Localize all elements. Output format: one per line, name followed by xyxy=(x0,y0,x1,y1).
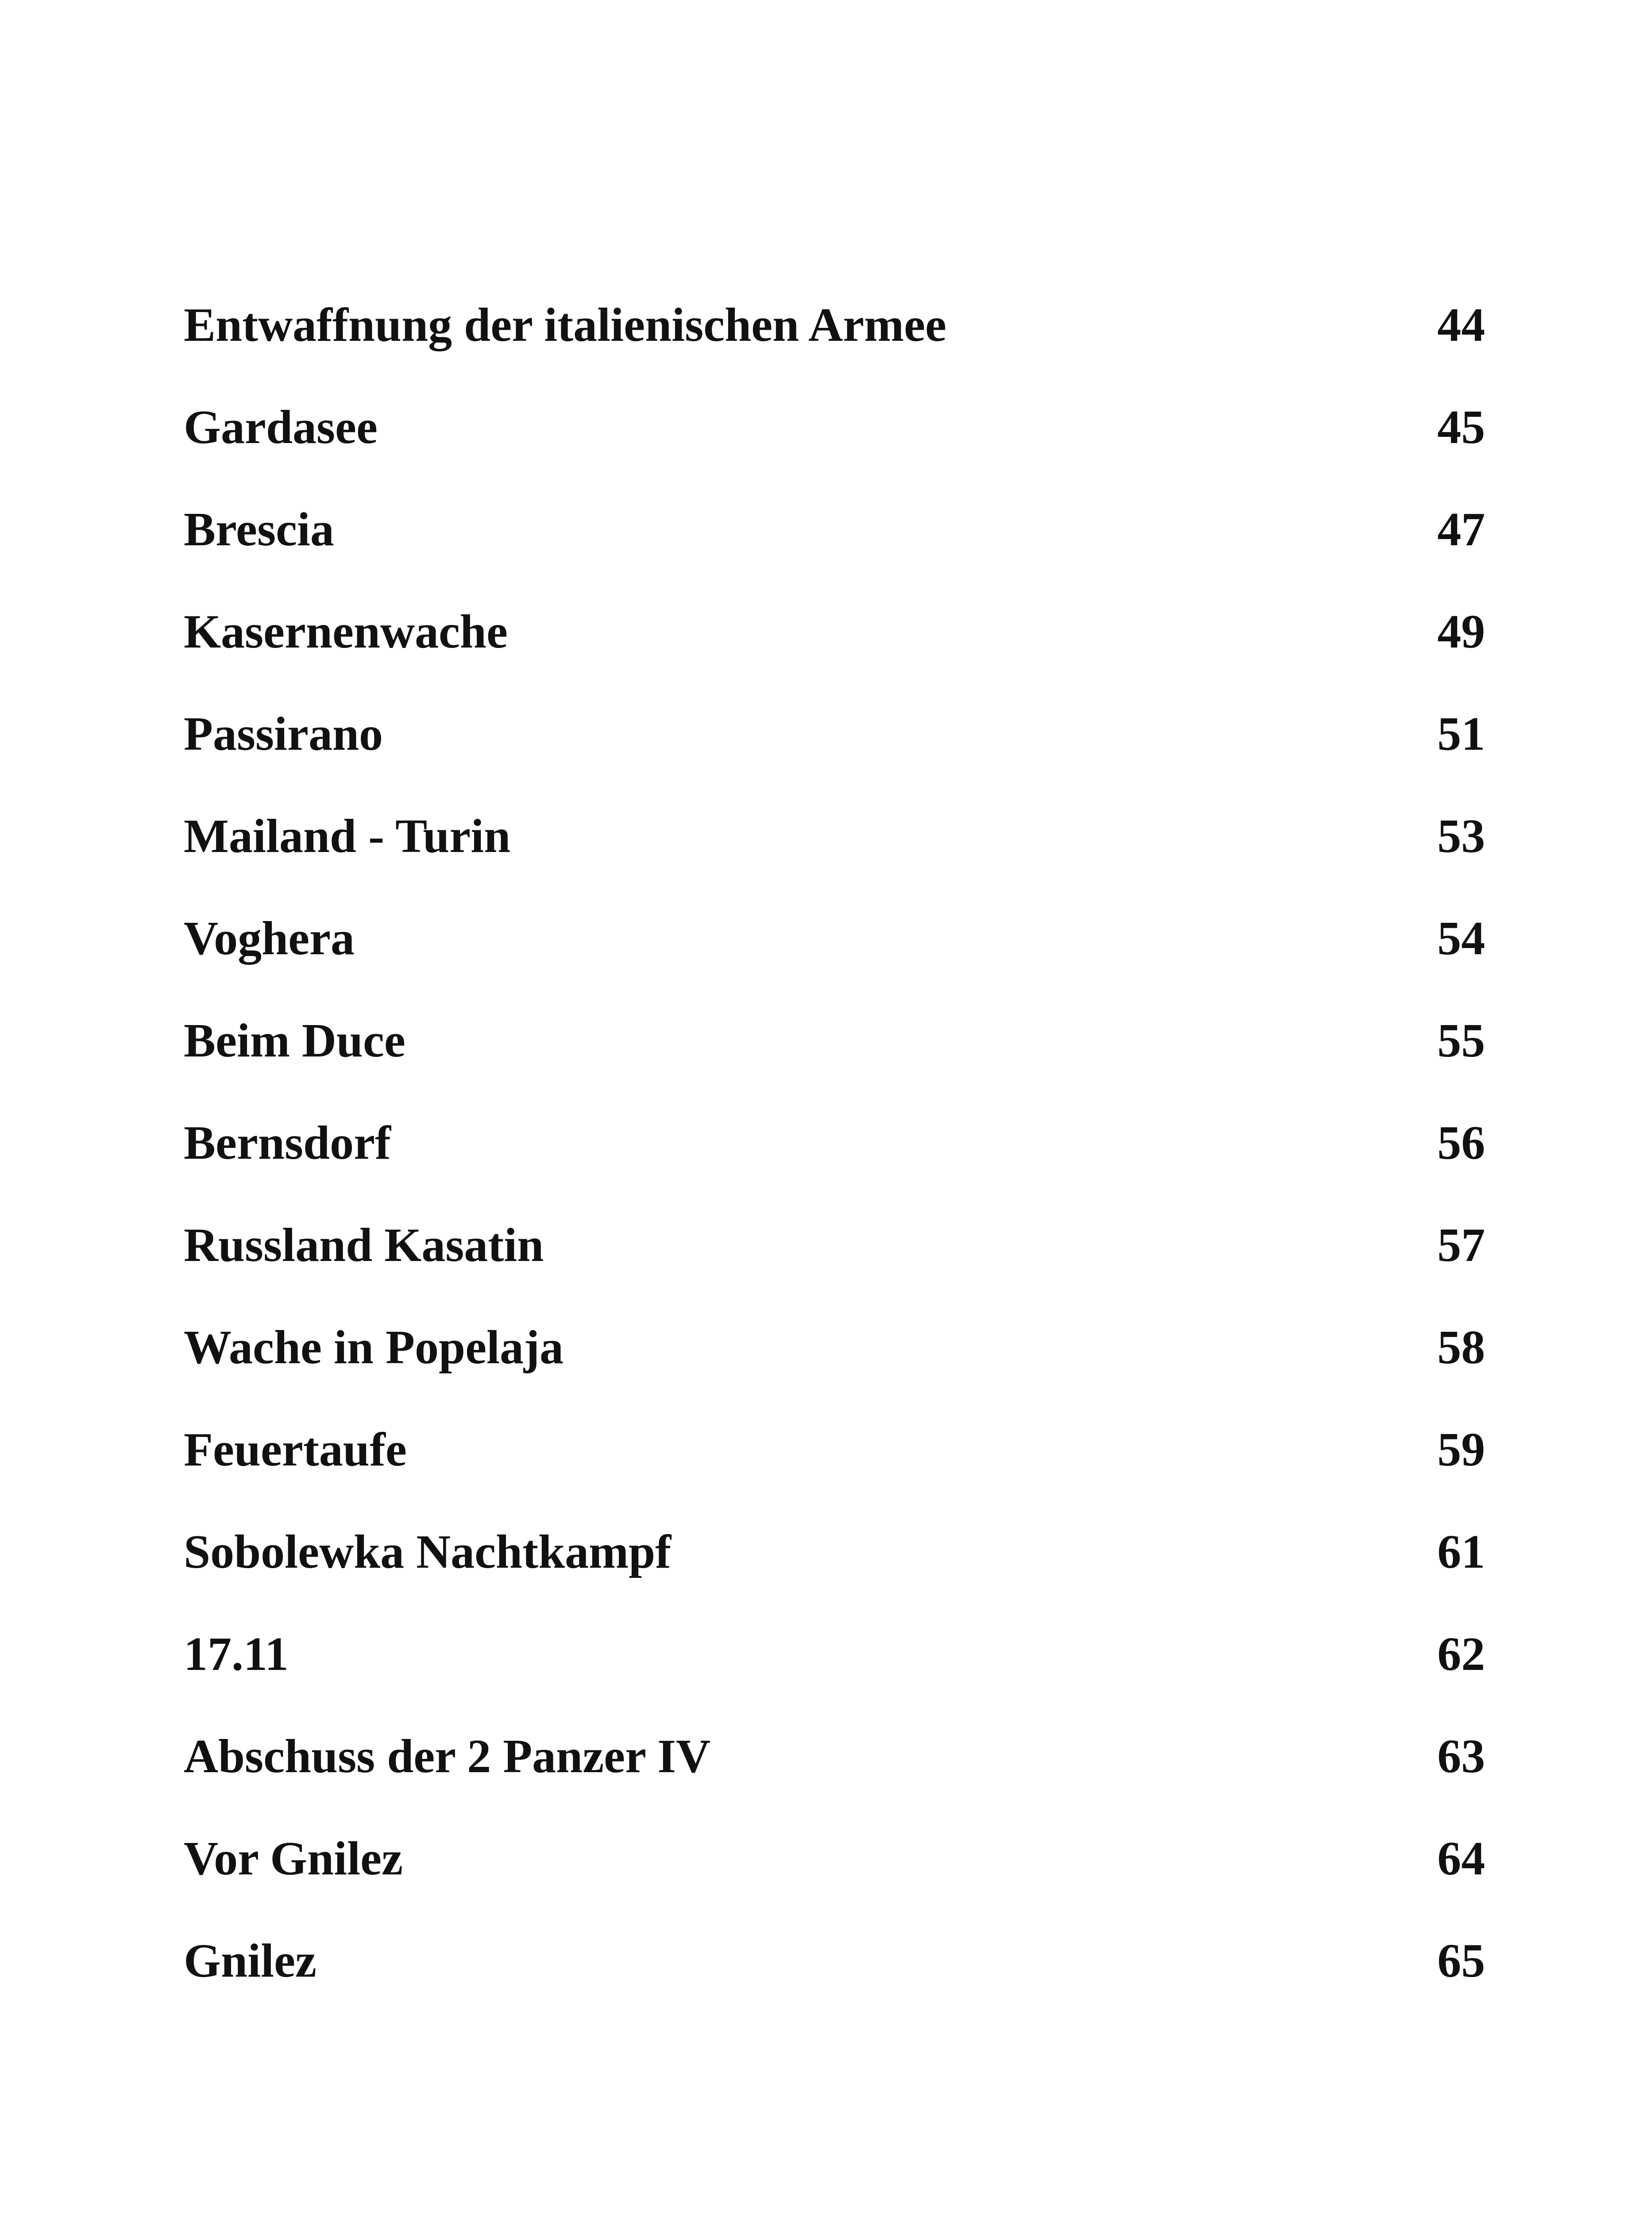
toc-entry-title: Mailand - Turin xyxy=(184,810,511,863)
toc-entry xyxy=(184,501,1485,603)
toc-entry xyxy=(184,1421,1485,1523)
toc-entry-title: Voghera xyxy=(184,912,355,965)
toc-entry-page: 47 xyxy=(1437,503,1485,556)
toc-entry xyxy=(184,1626,1485,1728)
toc-entry xyxy=(184,706,1485,808)
toc-entry-page: 51 xyxy=(1437,708,1485,760)
toc-entry-title: Gardasee xyxy=(184,401,378,454)
toc-entry xyxy=(184,1012,1485,1114)
toc-entry-page: 49 xyxy=(1437,605,1485,658)
toc-entry-page: 57 xyxy=(1437,1219,1485,1272)
toc-entry xyxy=(184,1114,1485,1217)
toc-entry-title: Entwaffnung der italienischen Armee xyxy=(184,299,946,351)
toc-entry xyxy=(184,603,1485,706)
toc-entry-page: 58 xyxy=(1437,1321,1485,1374)
toc-entry-title: Vor Gnilez xyxy=(184,1832,403,1885)
toc-entry-page: 62 xyxy=(1437,1628,1485,1681)
toc-entry-title: Feuertaufe xyxy=(184,1423,407,1476)
toc-entry-page: 54 xyxy=(1437,912,1485,965)
toc-entry-title: Gnilez xyxy=(184,1935,317,1987)
toc-entry-page: 61 xyxy=(1437,1526,1485,1578)
toc-entry-page: 56 xyxy=(1437,1117,1485,1169)
toc-entry xyxy=(184,1217,1485,1319)
toc-entry-title: Brescia xyxy=(184,503,334,556)
toc-entry xyxy=(184,297,1485,399)
toc-entry-title: 17.11 xyxy=(184,1628,289,1681)
toc-entry-page: 45 xyxy=(1437,401,1485,454)
toc-entry-page: 63 xyxy=(1437,1730,1485,1783)
table-of-contents xyxy=(184,297,1485,2035)
toc-entry xyxy=(184,1728,1485,1830)
toc-entry-page: 55 xyxy=(1437,1014,1485,1067)
toc-entry-title: Sobolewka Nachtkampf xyxy=(184,1526,672,1578)
toc-entry-title: Russland Kasatin xyxy=(184,1219,544,1272)
toc-entry-page: 59 xyxy=(1437,1423,1485,1476)
toc-entry-page: 65 xyxy=(1437,1935,1485,1987)
toc-entry xyxy=(184,1932,1485,2035)
toc-entry xyxy=(184,1830,1485,1932)
toc-entry-title: Wache in Popelaja xyxy=(184,1321,564,1374)
toc-entry-title: Beim Duce xyxy=(184,1014,405,1067)
toc-entry xyxy=(184,1319,1485,1421)
toc-entry xyxy=(184,808,1485,910)
toc-entry xyxy=(184,399,1485,501)
toc-entry-title: Kasernenwache xyxy=(184,605,508,658)
toc-entry xyxy=(184,1523,1485,1626)
toc-entry-page: 44 xyxy=(1437,299,1485,351)
toc-entry-title: Passirano xyxy=(184,708,383,760)
toc-entry-page: 64 xyxy=(1437,1832,1485,1885)
toc-entry-page: 53 xyxy=(1437,810,1485,863)
toc-entry xyxy=(184,910,1485,1012)
toc-entry-title: Bernsdorf xyxy=(184,1117,391,1169)
toc-entry-title: Abschuss der 2 Panzer IV xyxy=(184,1730,711,1783)
